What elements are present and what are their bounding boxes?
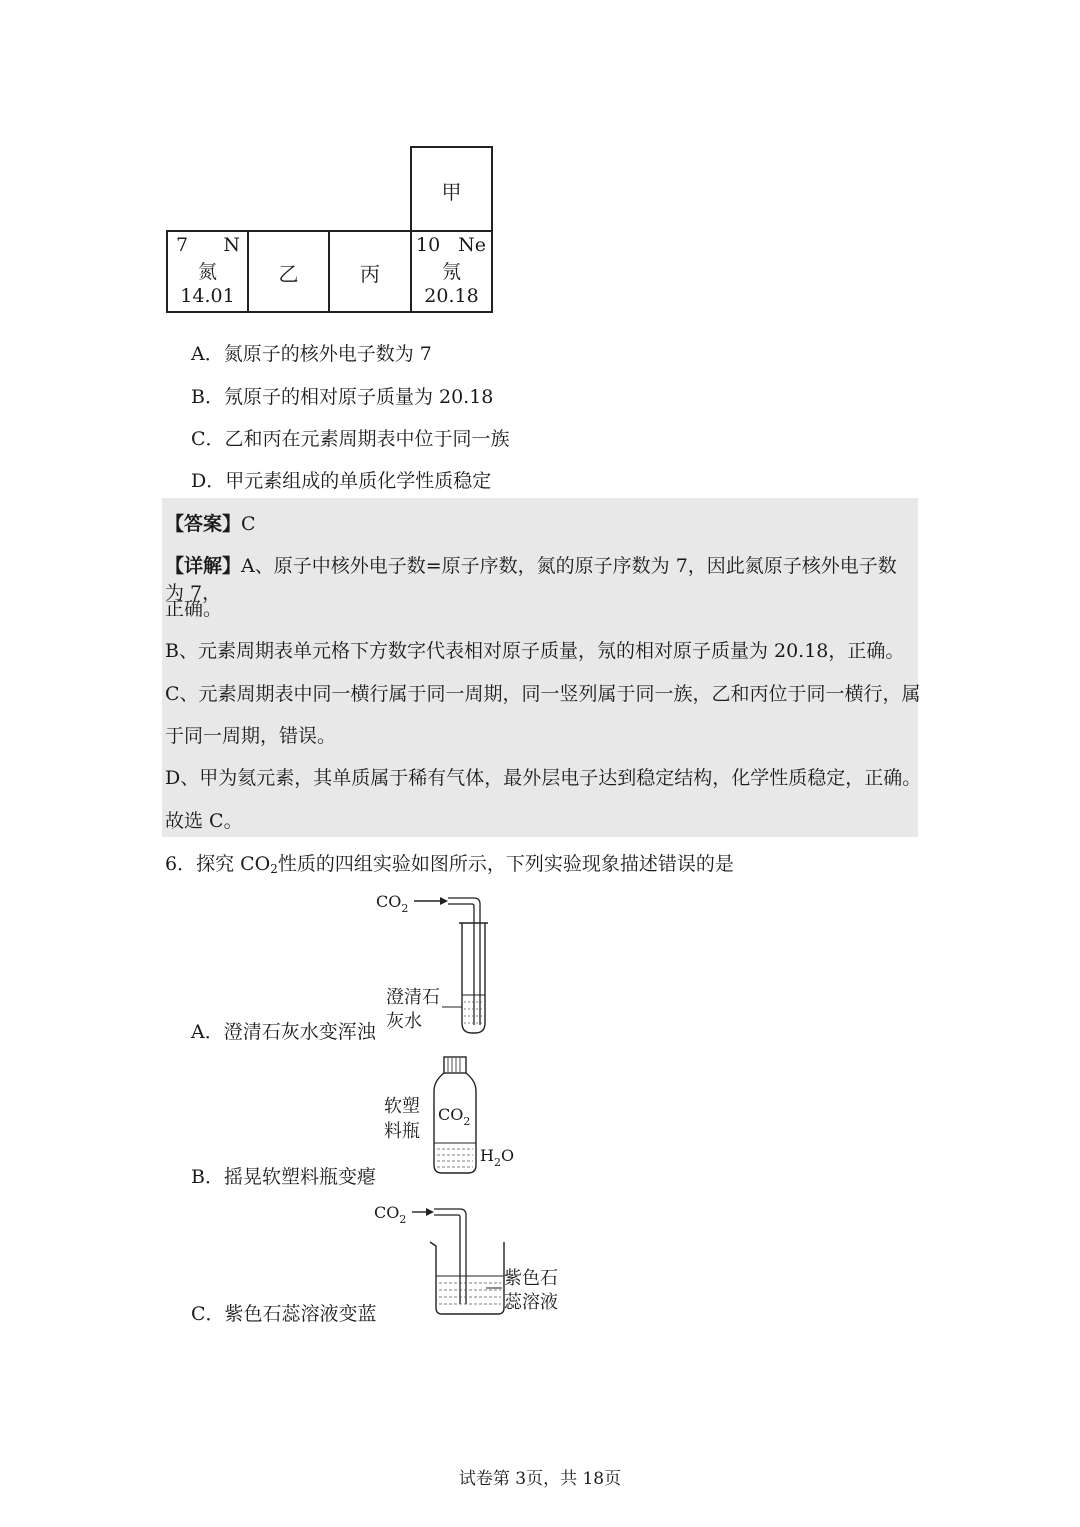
detail-label: 【详解】 (165, 555, 242, 577)
q6-option-a: A．澄清石灰水变浑浊 (191, 1021, 376, 1043)
diagram-a-label-1: 澄清石 (386, 987, 440, 1008)
q6-option-c: C．紫色石蕊溶液变蓝 (191, 1303, 377, 1325)
cell-neon (410, 230, 493, 313)
nitrogen-number: 7 (176, 234, 189, 256)
detail-line-1 (165, 551, 915, 605)
nitrogen-name: 氮 (197, 261, 217, 283)
q5-option-a: A．氮原子的核外电子数为 7 (191, 343, 432, 365)
q5-option-b: B．氖原子的相对原子质量为 20.18 (191, 386, 494, 408)
diagram-b-gas: $CO_2$ (438, 1105, 471, 1128)
diagram-a-gas: $CO_2$ (376, 892, 409, 915)
cell-yi (247, 230, 330, 313)
water (437, 1149, 473, 1167)
neon-number: 10 (416, 234, 441, 256)
detail-line-1-end: 正确。 (165, 598, 223, 620)
beaker (430, 1242, 504, 1314)
litmus-solution (439, 1283, 501, 1304)
cell-bing-label: 丙 (360, 262, 380, 286)
diagram-a-test-tube (370, 885, 510, 1040)
diagram-b-bottle (380, 1055, 530, 1180)
delivery-tube (448, 898, 480, 1025)
cell-bing (328, 230, 412, 313)
diagram-c-beaker (370, 1196, 570, 1321)
nitrogen-symbol: N (223, 234, 240, 256)
cell-yi-label: 乙 (278, 262, 299, 286)
neon-name: 氖 (441, 261, 461, 283)
cell-nitrogen (166, 230, 249, 313)
detail-line-c2: 于同一周期，错误。 (165, 725, 337, 747)
nitrogen-mass: 14.01 (180, 285, 235, 307)
detail-line-d: D、甲为氦元素，其单质属于稀有气体，最外层电子达到稳定结构，化学性质稳定，正确。 (165, 767, 922, 789)
answer-label: 【答案】 (165, 513, 242, 535)
page-footer: 试卷第 3页，共 18页 (458, 1469, 622, 1489)
detail-line-c1: C、元素周期表中同一横行属于同一周期，同一竖列属于同一族，乙和丙位于同一横行，属 (165, 683, 921, 705)
neon-mass: 20.18 (424, 285, 479, 307)
arrow-head (440, 897, 448, 905)
q5-option-d: D．甲元素组成的单质化学性质稳定 (191, 470, 492, 492)
neon-symbol: Ne (458, 234, 486, 256)
diagram-c-label-1: 紫色石 (504, 1268, 558, 1289)
q6-stem-prefix: 6．探究 CO (165, 853, 271, 875)
diagram-a-label-2: 灰水 (386, 1011, 422, 1032)
cell-jia-label: 甲 (441, 180, 462, 204)
detail-line-b: B、元素周期表单元格下方数字代表相对原子质量，氖的相对原子质量为 20.18，正确。 (165, 640, 905, 662)
answer-value: C (241, 513, 256, 535)
arrow-head (426, 1208, 434, 1216)
cell-jia (410, 146, 493, 232)
detail-conclusion: 故选 C。 (165, 810, 243, 832)
bottle-cap (444, 1057, 466, 1073)
q6-stem-sub: 2 (270, 862, 278, 876)
detail-text-a: A、原子中核外电子数=原子序数，氮的原子序数为 7，因此氮原子核外电子数为 7， (165, 555, 897, 604)
q5-option-c: C．乙和丙在元素周期表中位于同一族 (191, 428, 510, 450)
diagram-b-label-2: 料瓶 (384, 1121, 420, 1142)
answer-line (165, 509, 256, 536)
q6-stem (165, 849, 734, 876)
diagram-c-label-2: 蕊溶液 (504, 1292, 558, 1313)
diagram-b-label-1: 软塑 (384, 1096, 420, 1117)
q6-option-b: B．摇晃软塑料瓶变瘪 (191, 1166, 376, 1188)
diagram-b-water: $H_2O$ (480, 1146, 515, 1169)
q6-stem-suffix: 性质的四组实验如图所示，下列实验现象描述错误的是 (277, 853, 734, 875)
diagram-c-gas: $CO_2$ (374, 1203, 407, 1226)
